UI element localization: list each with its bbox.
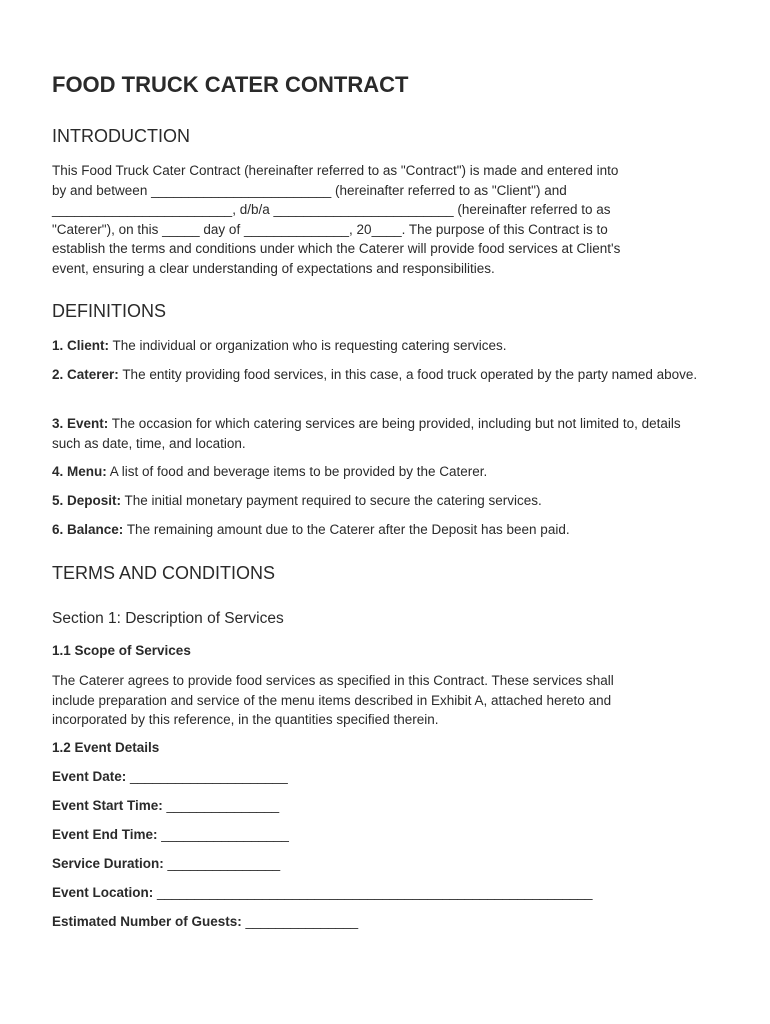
intro-line: establish the terms and conditions under which the Caterer will provide food services at Client's [52, 241, 621, 256]
guest-count-blank: _______________ [241, 914, 359, 929]
intro-line: This Food Truck Cater Contract (hereinafter referred to as "Contract") is made and entered into [52, 163, 619, 178]
event-start-time-blank: _______________ [162, 798, 280, 813]
field-label: Estimated Number of Guests: [52, 914, 242, 929]
event-details-heading: 1.2 Event Details [52, 740, 160, 755]
definition-item-caterer [52, 365, 712, 385]
definition-item-event [52, 414, 712, 453]
scope-line: The Caterer agrees to provide food services as specified in this Contract. These services shall [52, 673, 614, 688]
definition-item-deposit [52, 491, 712, 511]
guest-count-field [52, 914, 358, 929]
definition-item-balance [52, 520, 712, 540]
definition-term: 6. Balance: [52, 522, 124, 537]
event-location-blank: __________________________________________________________ [153, 885, 593, 900]
definition-term: 2. Caterer: [52, 367, 119, 382]
intro-line: ________________________, d/b/a ________________________ (hereinafter referred to as [52, 202, 611, 217]
definition-term: 3. Event: [52, 416, 109, 431]
definition-text: The initial monetary payment required to secure the catering services. [124, 493, 542, 508]
event-start-time-field [52, 798, 279, 813]
definition-text: A list of food and beverage items to be provided by the Caterer. [109, 464, 488, 479]
introduction-heading: INTRODUCTION [52, 126, 190, 146]
field-label: Event Location: [52, 885, 154, 900]
field-label: Event Date: [52, 769, 127, 784]
introduction-paragraph [52, 161, 712, 278]
event-end-time-field [52, 827, 289, 842]
field-label: Event Start Time: [52, 798, 163, 813]
intro-line: by and between ________________________ (hereinafter referred to as "Client") and [52, 182, 567, 198]
definition-text: The occasion for which catering services are being provided, including but not limited to, details such as date, time, and location. [52, 416, 681, 451]
definition-text: The remaining amount due to the Caterer after the Deposit has been paid. [126, 522, 570, 537]
scope-line: incorporated by this reference, in the quantities specified therein. [52, 712, 439, 727]
scope-heading: 1.1 Scope of Services [52, 643, 191, 658]
definition-item-client [52, 336, 712, 356]
intro-line: "Caterer"), on this _____ day of ______________, 20____. The purpose of this Contract is to [52, 221, 608, 237]
document-title: FOOD TRUCK CATER CONTRACT [52, 72, 409, 97]
scope-line: include preparation and service of the menu items described in Exhibit A, attached hereto and [52, 692, 612, 708]
section-1-heading: Section 1: Description of Services [52, 610, 284, 627]
service-duration-blank: _______________ [163, 856, 281, 871]
definition-term: 1. Client: [52, 338, 110, 353]
terms-heading: TERMS AND CONDITIONS [52, 563, 276, 583]
definition-item-menu [52, 462, 712, 482]
service-duration-field [52, 856, 280, 871]
definition-term: 4. Menu: [52, 464, 107, 479]
definition-text: The entity providing food services, in this case, a food truck operated by the party named above. [122, 367, 698, 382]
event-date-blank: _____________________ [126, 769, 288, 784]
definitions-heading: DEFINITIONS [52, 301, 167, 321]
scope-paragraph [52, 671, 712, 730]
definition-term: 5. Deposit: [52, 493, 122, 508]
field-label: Service Duration: [52, 856, 164, 871]
field-label: Event End Time: [52, 827, 158, 842]
event-end-time-blank: _________________ [157, 827, 289, 842]
definition-text: The individual or organization who is requesting catering services. [112, 338, 507, 353]
intro-line: event, ensuring a clear understanding of expectations and responsibilities. [52, 260, 495, 276]
event-location-field [52, 885, 592, 900]
event-date-field [52, 769, 288, 784]
